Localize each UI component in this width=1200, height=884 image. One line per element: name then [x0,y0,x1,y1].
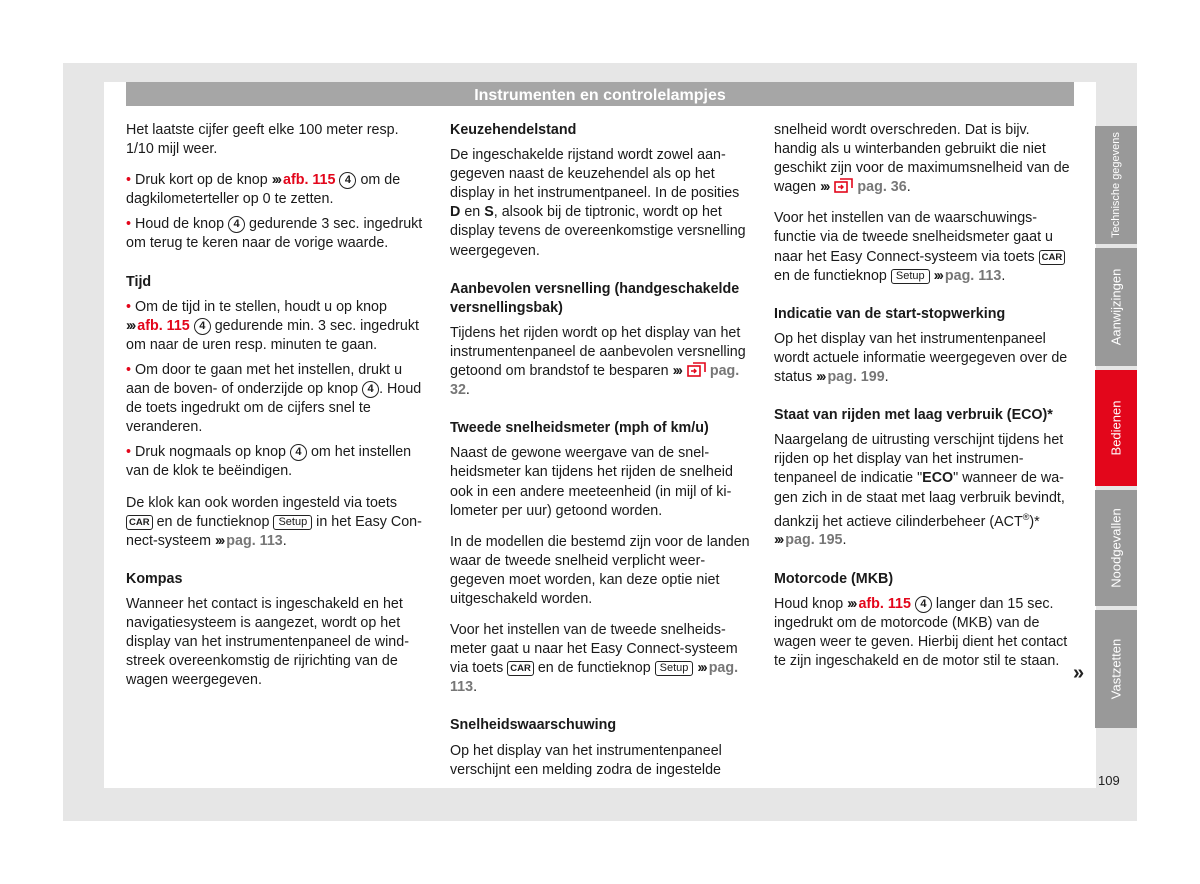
circled-number-icon: 4 [915,596,932,613]
reference-arrow-icon: ››› [820,179,829,196]
figure-link[interactable]: afb. 115 [283,172,336,189]
setup-key-icon: Setup [655,661,694,676]
paragraph: Voor het instellen van de waarschuwingsfunctie via de tweede snelheidsmeter gaat u naar het Easy Connect-systeem via toets CAR en de functieknop Setup ››› pag. 113. [774,209,1074,285]
page-link[interactable]: pag. 199 [827,369,885,386]
heading-motorcode: Motorcode (MKB) [774,570,894,587]
heading-keuzehendelstand: Keuzehendelstand [450,122,577,138]
bullet-item: • Druk kort op de knop ››› afb. 115 4 om de dagkilometerteller op 0 te zetten. [126,172,401,208]
paragraph: Op het display van het instrumentenpaneel wordt actuele informatie weergegeven over de status ››› pag. 199. [774,330,1068,386]
reference-arrow-icon: ››› [697,660,706,677]
page-number: 109 [1098,773,1120,788]
page-link[interactable]: pag. 113 [450,660,739,696]
page-link[interactable]: pag. 113 [226,532,283,549]
paragraph: Houd knop ››› afb. 115 4 langer dan 15 sec. ingedrukt om de motorcode (MKB) van de wagen weer te geven. Hierbij dient het contact te zijn ingeschakeld en de motor stil te staan. [774,595,1068,669]
page-link[interactable]: pag. 195 [785,532,843,549]
book-icon [834,178,854,193]
paragraph: Naast de gewone weergave van de snelheidsmeter kan tijdens het rijden de snelheid ook in een andere meeteenheid (in mijl of kilometer per uur) getoond worden. [450,445,733,519]
figure-link[interactable]: afb. 115 [137,317,190,334]
heading-aanbevolen-versnelling: Aanbevolen versnelling (handgeschakelde versnellingsbak) [450,280,740,316]
reference-arrow-icon: ››› [774,532,783,549]
continue-arrow-icon: » [1073,662,1085,684]
circled-number-icon: 4 [194,318,211,335]
heading-tweede-snelheidsmeter: Tweede snelheidsmeter (mph of km/u) [450,420,709,437]
reference-arrow-icon: ››› [672,363,681,380]
paragraph: Op het display van het instrumentenpaneel verschijnt een melding zodra de ingestelde [450,742,722,778]
circled-number-icon: 4 [339,172,356,189]
car-key-icon: CAR [507,661,534,676]
page-link[interactable]: pag. 32 [450,363,740,399]
paragraph: snelheid wordt overschreden. Dat is bijv. handig als u winterbanden gebruikt die niet geschikt zijn voor de maximumsnelheid van de wagen ››› pag. 36. [774,122,1070,196]
circled-number-icon: 4 [290,444,307,461]
tab-technische-gegevens[interactable]: Technische gegevens [1095,126,1137,244]
reference-arrow-icon: ››› [215,532,224,549]
setup-key-icon: Setup [891,269,930,284]
bullet-item: • Om door te gaan met het instellen, drukt u aan de boven- of onderzijde op knop 4 . Houd de toets ingedrukt om de cijfers snel te veranderen. [126,361,422,436]
reference-arrow-icon: ››› [816,369,825,386]
heading-eco: Staat van rijden met laag verbruik (ECO)* [774,407,1053,424]
car-key-icon: CAR [126,515,153,530]
paragraph: De klok kan ook worden ingesteld via toets CAR en de functieknop Setup in het Easy Connect-systeem ››› pag. 113. [126,494,422,549]
book-icon [687,362,707,377]
bullet-icon: • [126,216,132,233]
bullet-item: • Om de tijd in te stellen, houdt u op knop ››› afb. 115 4 gedurende min. 3 sec. ingedrukt om naar de uren resp. minuten te gaan. [126,298,419,353]
tab-vastzetten[interactable]: Vastzetten [1095,610,1137,728]
column-left [126,121,426,702]
bullet-item: • Houd de knop 4 gedurende 3 sec. ingedrukt om terug te keren naar de vorige waarde. [126,216,423,252]
bullet-item: • Druk nogmaals op knop 4 om het instellen van de klok te beëindigen. [126,444,412,480]
section-header: Instrumenten en controlelampjes [126,82,1074,106]
paragraph: De ingeschakelde rijstand wordt zowel aangegeven naast de keuzehendel als op het display in het instrumentpaneel. In de posities D en S, alsook bij de tiptronic, wordt op het display tevens de overeenkomstige versnelling weergegeven. [450,147,746,259]
figure-link[interactable]: afb. 115 [858,595,911,612]
bullet-icon: • [126,298,132,315]
paragraph: Voor het instellen van de tweede snelheidsmeter gaat u naar het Easy Connect-systeem via toets CAR en de functieknop Setup ››› pag. 113. [450,622,739,696]
setup-key-icon: Setup [273,515,312,530]
heading-snelheidswaarschuwing: Snelheidswaarschuwing [450,717,617,734]
paragraph: Tijdens het rijden wordt op het display van het instrumentenpaneel de aanbevolen versnelling getoond om brandstof te besparen ››› pag. 32. [450,324,746,399]
tab-noodgevallen[interactable]: Noodgevallen [1095,490,1137,606]
column-right [774,121,1074,683]
bullet-icon: • [126,172,132,189]
heading-start-stop: Indicatie van de start-stopwerking [774,305,1006,322]
reference-arrow-icon: ››› [847,595,856,612]
reference-arrow-icon: ››› [126,317,135,334]
paragraph: In de modellen die bestemd zijn voor de landen waar de tweede snelheid verplicht weergegeven moet worden, kan deze optie niet uitgeschakeld worden. [450,533,750,607]
paragraph: Het laatste cijfer geeft elke 100 meter resp. 1/10 mijl weer. [126,122,399,158]
paragraph: Naargelang de uitrusting verschijnt tijdens het rijden op het display van het instrumentenpaneel de indicatie "ECO" wanneer de wagen zich in de staat met laag verbruik bevindt, dankzij het actieve cilinderbeheer (ACT®)* ››› pag. 195. [774,432,1065,549]
bullet-icon: • [126,361,132,378]
tab-aanwijzingen[interactable]: Aanwijzingen [1095,248,1137,366]
car-key-icon: CAR [1039,250,1066,265]
column-middle [450,121,750,792]
reference-arrow-icon: ››› [933,267,942,284]
paragraph: Wanneer het contact is ingeschakeld en het navigatiesysteem is aangezet, wordt op het display van het instrumentenpaneel de windstreek overeenkomstig de rijrichting van de wagen weergegeven. [126,595,409,689]
heading-kompas: Kompas [126,570,183,587]
heading-tijd: Tijd [126,273,152,290]
reference-arrow-icon: ››› [271,172,280,189]
bullet-icon: • [126,444,132,461]
tab-bedienen[interactable]: Bedienen [1095,370,1137,486]
page-link[interactable]: pag. 113 [944,267,1002,284]
circled-number-icon: 4 [228,216,245,233]
circled-number-icon: 4 [362,381,379,398]
page-link[interactable]: pag. 36 [857,179,907,196]
